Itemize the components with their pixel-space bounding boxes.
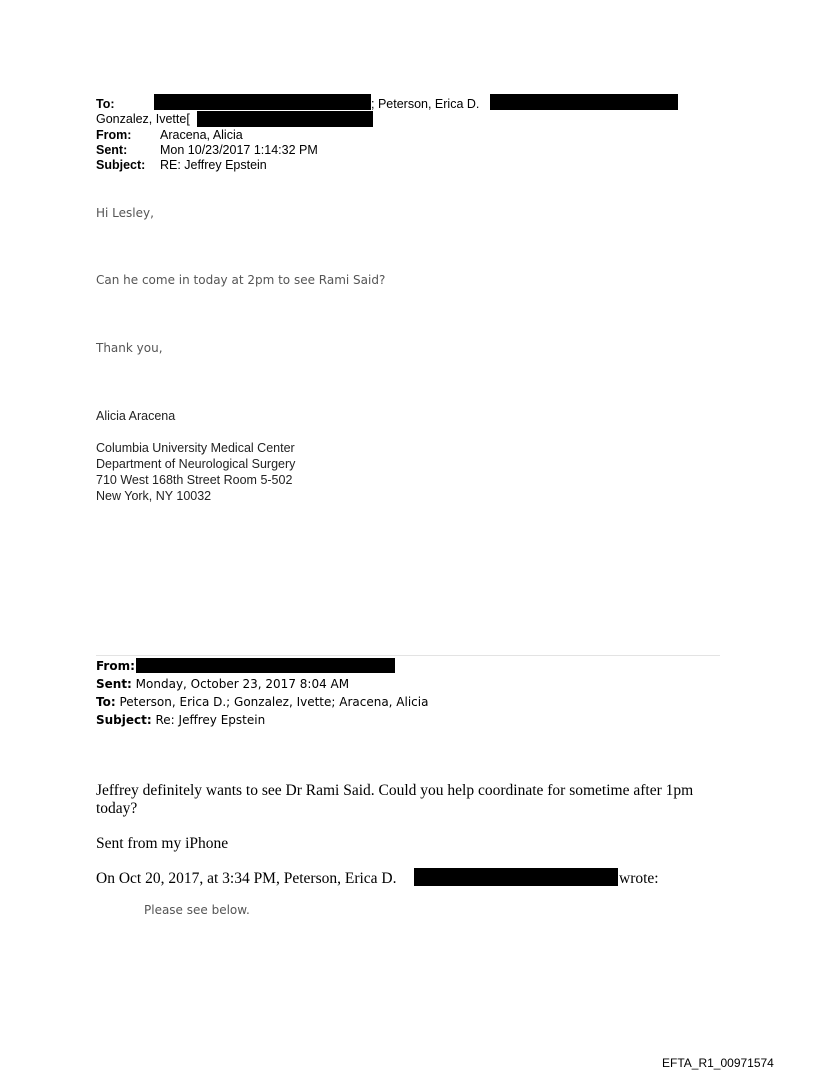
- signature-line: Department of Neurological Surgery: [96, 457, 296, 471]
- signature-line: New York, NY 10032: [96, 489, 212, 503]
- subject-label: Subject:: [96, 158, 146, 172]
- quote-intro: On Oct 20, 2017, at 3:34 PM, Peterson, Erica D.: [96, 870, 397, 887]
- fw-to-label: To:: [96, 695, 116, 709]
- redaction-to-1: [154, 94, 371, 110]
- subject-value: RE: Jeffrey Epstein: [160, 158, 267, 172]
- fw-subject-row: [96, 711, 265, 729]
- to-value-line2: Gonzalez, Ivette[: [96, 112, 190, 126]
- to-label: To:: [96, 97, 115, 111]
- quote-wrote: wrote:: [619, 870, 659, 887]
- sent-value: Mon 10/23/2017 1:14:32 PM: [160, 143, 318, 157]
- greeting: Hi Lesley,: [96, 206, 154, 220]
- divider-rule: [96, 655, 720, 656]
- redaction-fw-from: [136, 658, 395, 673]
- fw-subject-label: Subject:: [96, 713, 152, 727]
- document-id: EFTA_R1_00971574: [662, 1056, 774, 1070]
- fw-message: Jeffrey definitely wants to see Dr Rami Said. Could you help coordinate for sometime after 1pm today?: [96, 782, 694, 817]
- to-value: ; Peterson, Erica D.: [371, 97, 480, 111]
- fw-sent-row: [96, 675, 349, 693]
- signature-block: [96, 440, 295, 504]
- redaction-quote-email: [414, 868, 618, 886]
- fw-to-value: Peterson, Erica D.; Gonzalez, Ivette; Aracena, Alicia: [115, 695, 429, 709]
- redaction-to-3: [197, 111, 373, 127]
- signature-name: Alicia Aracena: [96, 409, 176, 423]
- sent-from-iphone: Sent from my iPhone: [96, 835, 229, 852]
- signature-line: 710 West 168th Street Room 5-502: [96, 473, 293, 487]
- thanks-text: Thank you,: [96, 341, 163, 355]
- sent-label: Sent:: [96, 143, 128, 157]
- question-text: Can he come in today at 2pm to see Rami Said?: [96, 273, 386, 287]
- fw-sent-value: Monday, October 23, 2017 8:04 AM: [131, 677, 350, 691]
- fw-sent-label: Sent:: [96, 677, 132, 691]
- signature-line: Columbia University Medical Center: [96, 441, 295, 455]
- redaction-to-2: [490, 94, 678, 110]
- fw-to-row: [96, 693, 428, 711]
- from-label: From:: [96, 128, 132, 142]
- fw-from-row: [96, 657, 135, 675]
- fw-from-label: From:: [96, 659, 135, 673]
- fw-subject-value: Re: Jeffrey Epstein: [151, 713, 266, 727]
- quoted-text: Please see below.: [144, 903, 250, 917]
- from-value: Aracena, Alicia: [160, 128, 243, 142]
